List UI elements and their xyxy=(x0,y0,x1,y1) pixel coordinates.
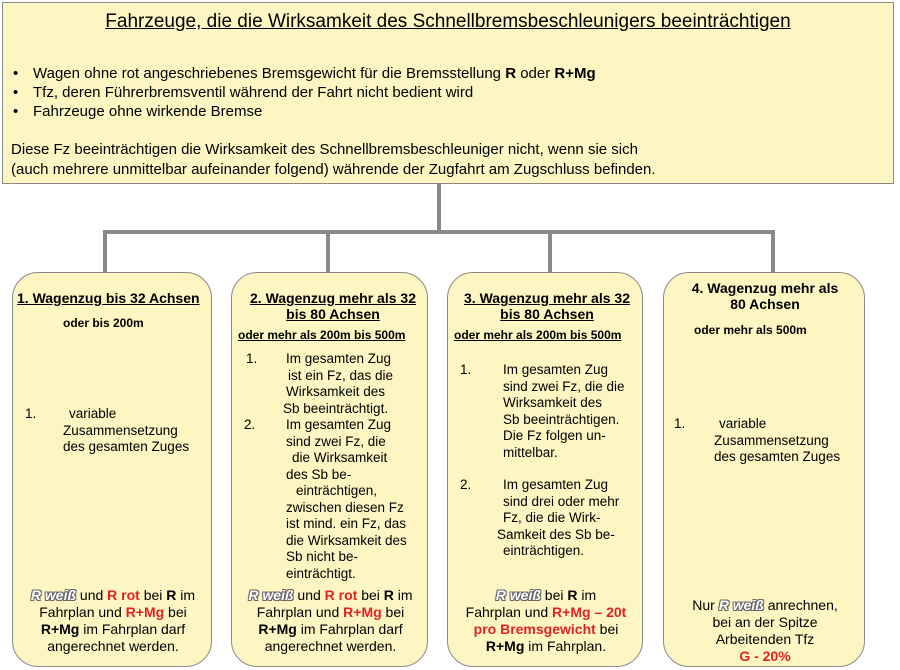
case-rule: Nur R weiß anrechnen, bei an der Spitze Arbeitenden Tfz G - 20% xyxy=(692,597,838,664)
case-title: 4. Wagenzug mehr als 80 Achsen xyxy=(691,280,839,312)
case-subtitle: oder mehr als 500m xyxy=(694,323,807,337)
header-panel xyxy=(2,2,894,184)
connector-drop-1 xyxy=(103,230,107,272)
case-box-3 xyxy=(447,272,643,667)
case-rule: R weiß und R rot bei R im Fahrplan und R+Mg bei R+Mg im Fahrplan darf angerechnet werden. xyxy=(30,587,196,654)
case-subtitle: oder mehr als 200m bis 500m xyxy=(238,328,406,342)
case-rule: R weiß und R rot bei R im Fahrplan und R+Mg bei R+Mg im Fahrplan darf angerechnet werden. xyxy=(248,587,413,654)
item-number: 1. xyxy=(460,362,472,377)
case-box-4 xyxy=(663,272,865,667)
vehicle-bullet-list xyxy=(13,64,596,121)
connector-trunk xyxy=(437,184,441,234)
bullet-item: • Tfz, deren Führerbremsventil während der Fahrt nicht bedient wird xyxy=(13,83,596,102)
item-text: Im gesamten Zug ist ein Fz, das die Wirksamkeit des Sb beeinträchtigt. xyxy=(283,351,394,416)
case-title: 3. Wagenzug mehr als 32 bis 80 Achsen xyxy=(464,290,630,322)
case-rule: R weiß bei R im Fahrplan und R+Mg – 20t pro Bremsgewicht bei R+Mg im Fahrplan. xyxy=(465,587,627,654)
case-box-1 xyxy=(12,272,212,667)
case-title: 2. Wagenzug mehr als 32 bis 80 Achsen xyxy=(250,290,416,322)
case-subtitle: oder bis 200m xyxy=(63,316,144,330)
item-text: Im gesamten Zug sind zwei Fz, die die Wirksamkeit des Sb be- einträchtigen, zwischen diesen Fz ist mind. ein Fz, das die Wirksamkeit des Sb nicht be- einträchtigt. xyxy=(286,417,407,581)
item-text: Im gesamten Zug sind zwei Fz, die die Wirksamkeit des Sb beeinträchtigen. Die Fz folgen un- mittelbar. xyxy=(503,362,625,460)
item-text: variable Zusammensetzung des gesamten Zuges xyxy=(63,406,190,454)
item-number: 1. xyxy=(25,406,37,421)
connector-drop-2 xyxy=(326,230,330,272)
bullet-item: • Wagen ohne rot angeschriebenes Bremsgewicht für die Bremsstellung R oder R+Mg xyxy=(13,64,596,83)
case-subtitle: oder mehr als 200m bis 500m xyxy=(454,328,622,342)
item-text: variable Zusammensetzung des gesamten Zuges xyxy=(714,416,841,464)
item-text: Im gesamten Zug sind drei oder mehr Fz, die die Wirk- Samkeit des Sb be- einträchtigen. xyxy=(497,477,620,558)
item-number: 2. xyxy=(460,477,472,492)
bullet-item: • Fahrzeuge ohne wirkende Bremse xyxy=(13,102,596,121)
header-note: Diese Fz beeinträchtigen die Wirksamkeit des Schnellbremsbeschleuniger nicht, wenn sie sich (auch mehrere unmittelbar aufeinander folgend) währende der Zugfahrt am Zugschluss befinden. xyxy=(11,141,656,178)
item-number: 2. xyxy=(244,417,256,432)
case-title: 1. Wagenzug bis 32 Achsen xyxy=(17,290,200,306)
connector-drop-3 xyxy=(548,230,552,272)
item-number: 1. xyxy=(246,351,258,366)
item-number: 1. xyxy=(674,416,686,431)
diagram-title: Fahrzeuge, die die Wirksamkeit des Schnellbremsbeschleunigers beeinträchtigen xyxy=(105,11,791,32)
connector-drop-4 xyxy=(771,230,775,272)
case-box-2 xyxy=(231,272,428,667)
connector-bar xyxy=(103,230,775,234)
